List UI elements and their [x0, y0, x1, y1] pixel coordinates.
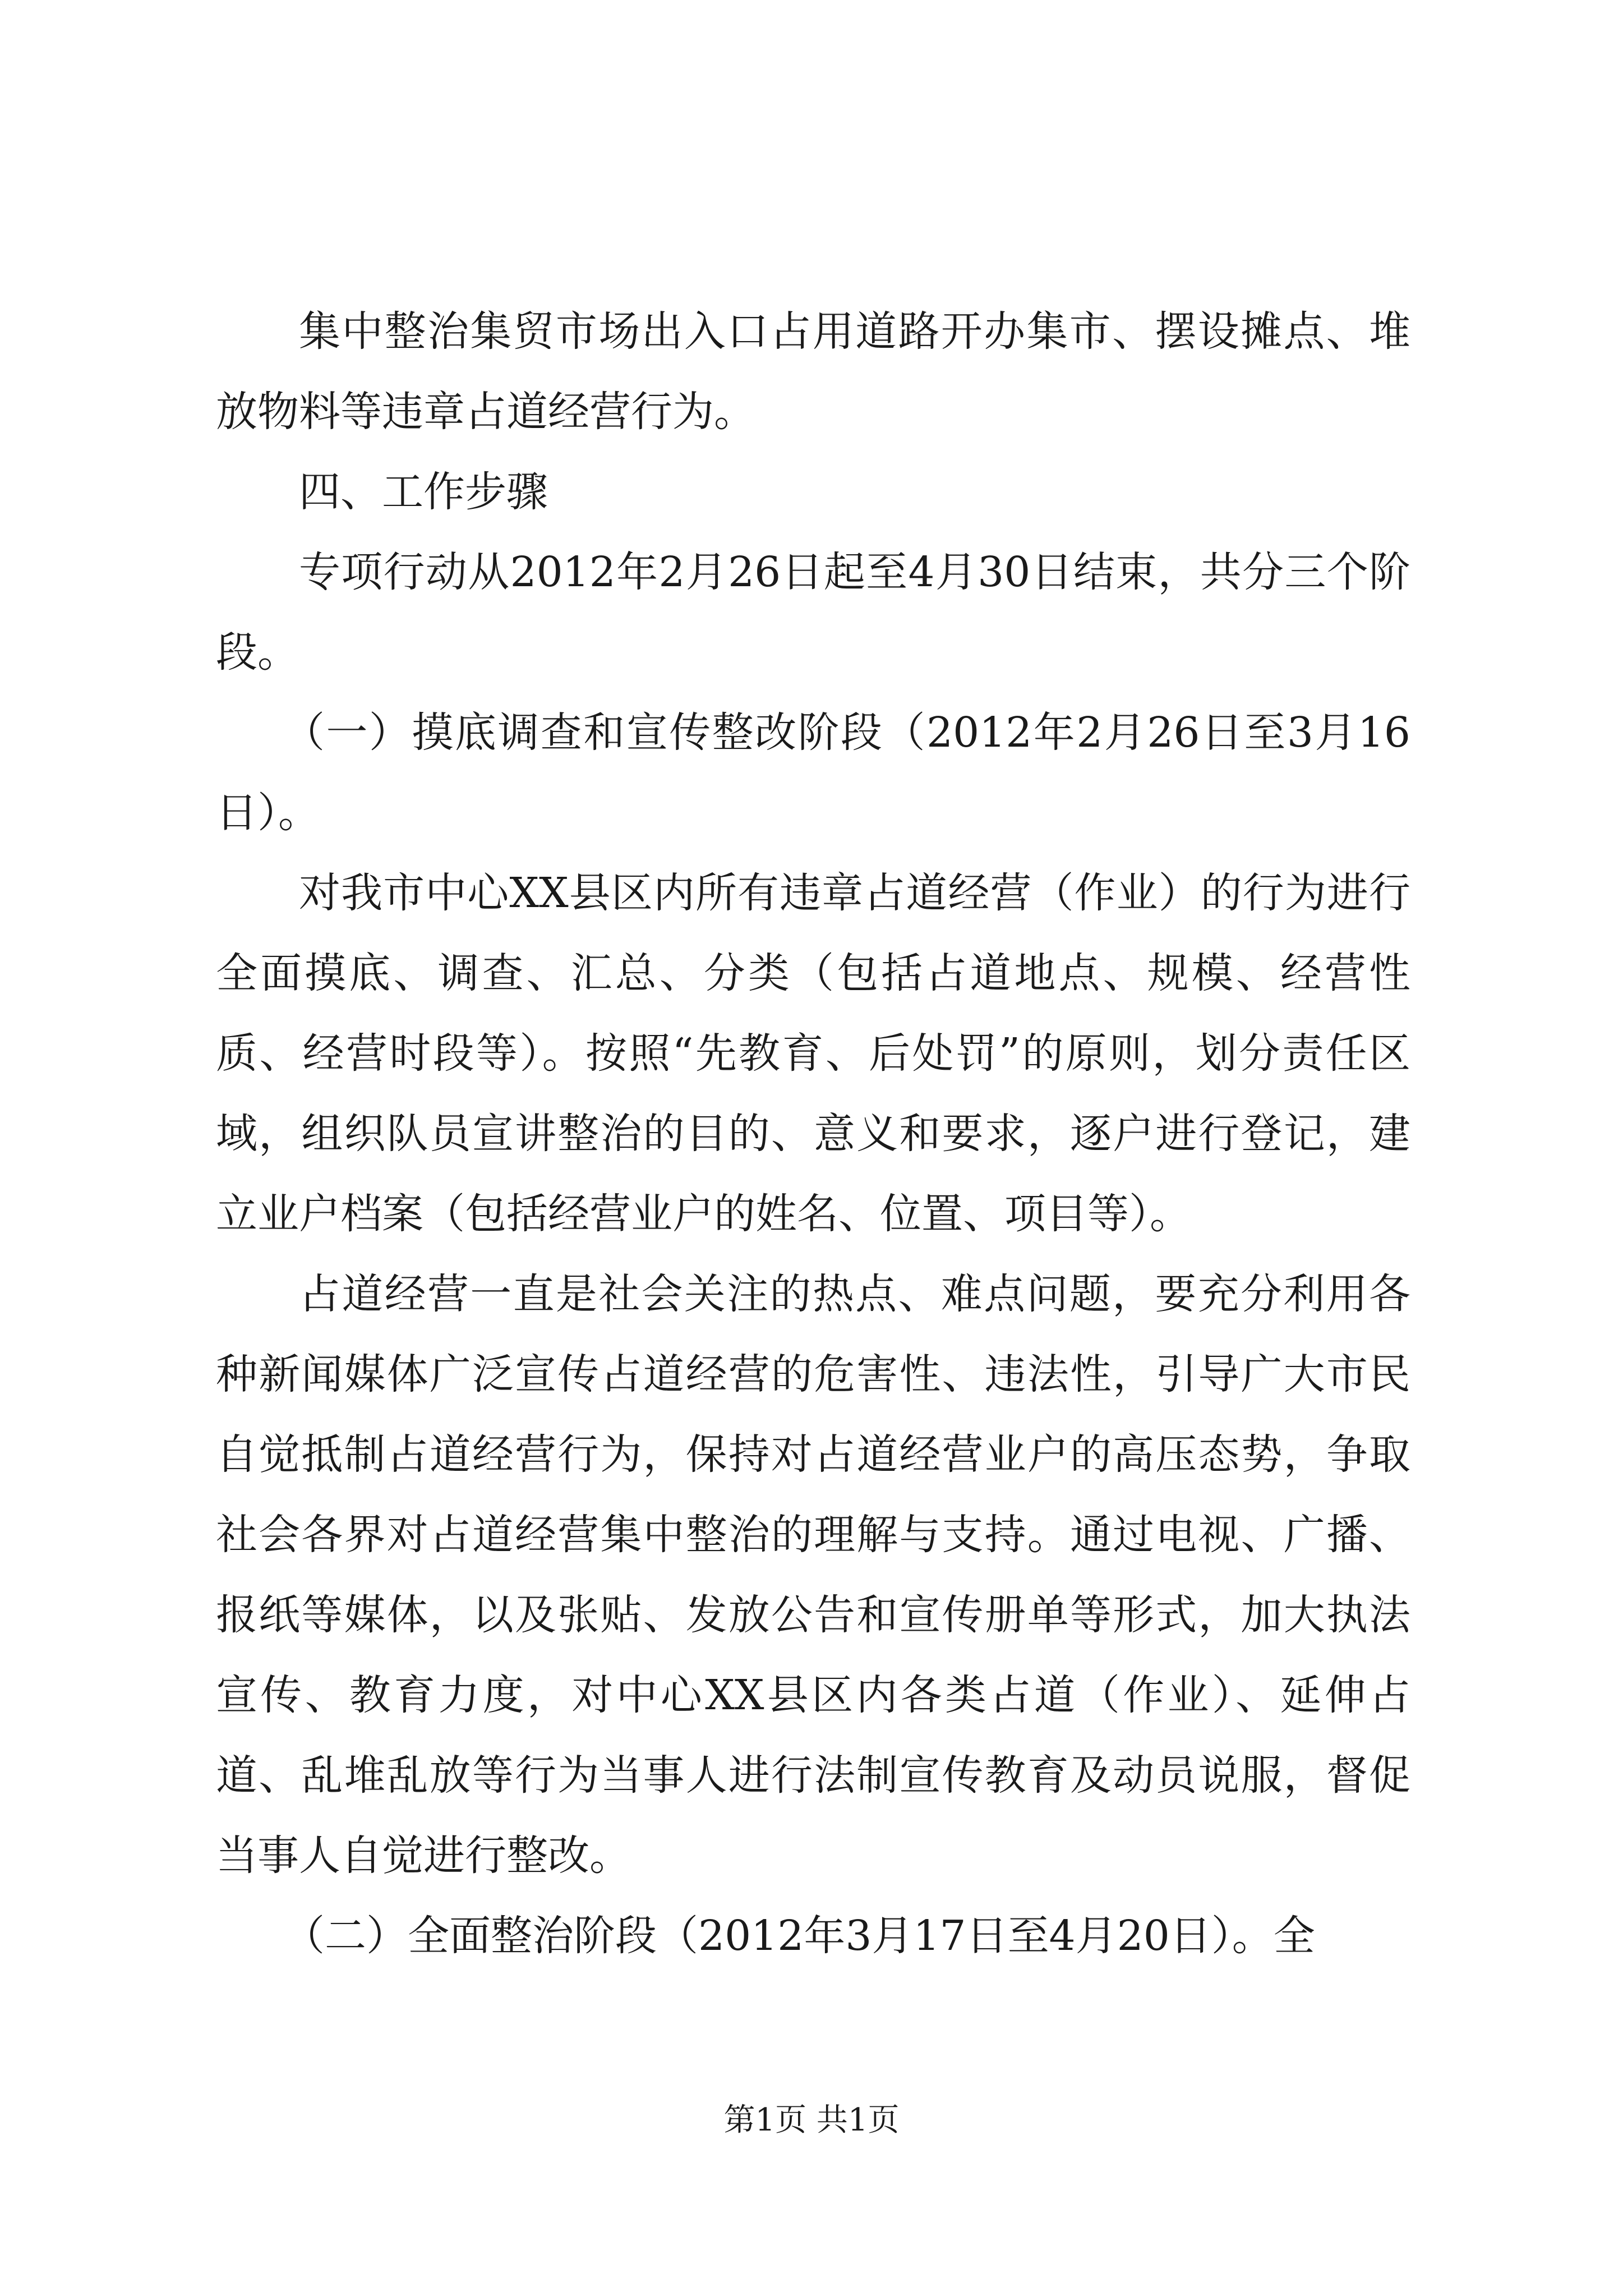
paragraph-market-entrance: 集中整治集贸市场出入口占用道路开办集市、摆设摊点、堆放物料等违章占道经营行为。	[216, 307, 1410, 436]
paragraph-action-period: 专项行动从2012年2月26日起至4月30日结束，共分三个阶段。	[216, 548, 1410, 677]
subheading-stage-one: （一）摸底调查和宣传整改阶段（2012年2月26日至3月16日）。	[216, 708, 1410, 837]
document-body	[216, 292, 1410, 1976]
paragraph-survey: 对我市中心XX县区内所有违章占道经营（作业）的行为进行全面摸底、调查、汇总、分类（包括占道地点、规模、经营性质、经营时段等）。按照“先教育、后处罚”的原则，划分责任区域，组织队员宣讲整治的目的、意义和要求，逐户进行登记，建立业户档案（包括经营业户的姓名、位置、项目等）。	[216, 869, 1410, 1238]
heading-work-steps: 四、工作步骤	[299, 468, 548, 516]
page-footer: 第1页 共1页	[723, 2102, 900, 2138]
subheading-stage-two: （二）全面整治阶段（2012年3月17日至4月20日）。全	[283, 1912, 1315, 1960]
paragraph-publicity: 占道经营一直是社会关注的热点、难点问题，要充分利用各种新闻媒体广泛宣传占道经营的危害性、违法性，引导广大市民自觉抵制占道经营行为，保持对占道经营业户的高压态势，争取社会各界对占道经营集中整治的理解与支持。通过电视、广播、报纸等媒体，以及张贴、发放公告和宣传册单等形式，加大执法宣传、教育力度，对中心XX县区内各类占道（作业）、延伸占道、乱堆乱放等行为当事人进行法制宣传教育及动员说服，督促当事人自觉进行整改。	[216, 1270, 1410, 1880]
